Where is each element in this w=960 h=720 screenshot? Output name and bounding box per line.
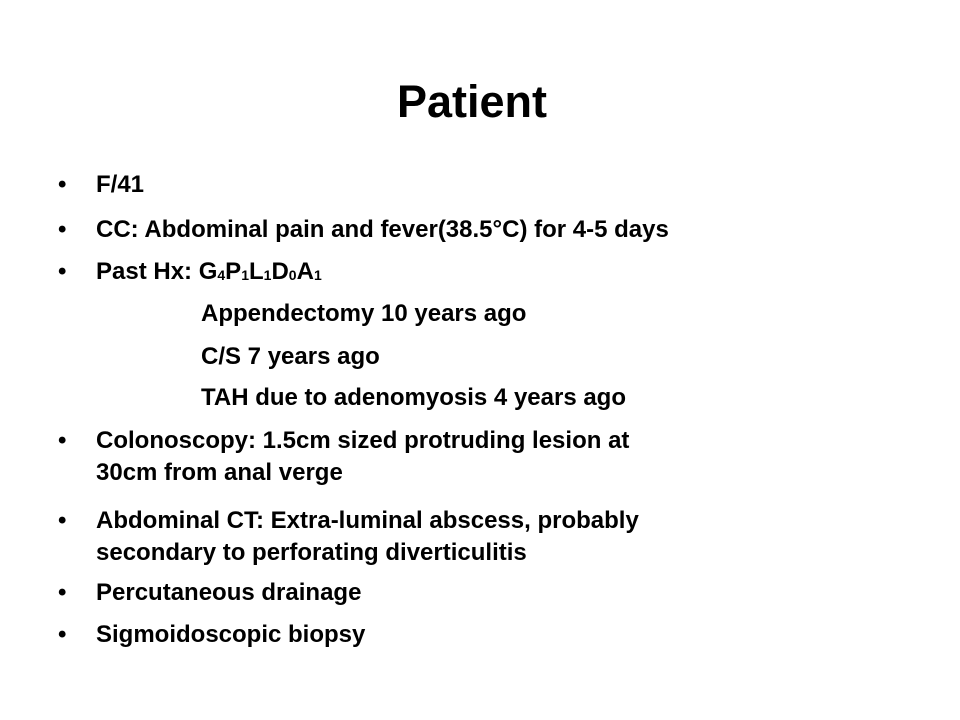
bullet-marker: • (58, 507, 67, 534)
bullet-sex-age: F/41 (96, 171, 145, 198)
bullet-drainage: Percutaneous drainage (96, 579, 362, 606)
bullet-marker: • (58, 258, 67, 285)
past-history-label: Past Hx: (96, 258, 199, 285)
bullet-abdominal-ct: Abdominal CT: Extra-luminal abscess, probably (96, 507, 639, 534)
obstetric-letter: P (225, 258, 242, 285)
bullet-marker: • (58, 579, 67, 606)
obstetric-number: 0 (288, 267, 297, 283)
bullet-biopsy: Sigmoidoscopic biopsy (96, 621, 366, 648)
history-line-cesarean: C/S 7 years ago (201, 343, 380, 370)
bullet-marker: • (58, 216, 67, 243)
obstetric-history (199, 258, 322, 285)
bullet-marker: • (58, 171, 67, 198)
bullet-colonoscopy-cont: 30cm from anal verge (96, 459, 343, 486)
history-line-tah: TAH due to adenomyosis 4 years ago (201, 384, 627, 411)
slide-title: Patient (396, 76, 548, 127)
bullet-abdominal-ct-cont: secondary to perforating diverticulitis (96, 539, 527, 566)
bullet-marker: • (58, 621, 67, 648)
obstetric-letter: D (271, 258, 289, 285)
obstetric-number: 1 (263, 267, 272, 283)
obstetric-letter: A (296, 258, 314, 285)
obstetric-letter: L (248, 258, 264, 285)
bullet-colonoscopy: Colonoscopy: 1.5cm sized protruding lesion at (96, 427, 630, 454)
bullet-past-history (96, 255, 322, 288)
history-line-appendectomy: Appendectomy 10 years ago (201, 300, 527, 327)
obstetric-number: 1 (313, 267, 322, 283)
bullet-marker: • (58, 427, 67, 454)
obstetric-number: 1 (241, 267, 249, 283)
obstetric-number: 4 (217, 267, 226, 283)
bullet-chief-complaint: CC: Abdominal pain and fever(38.5°C) for 4-5 days (96, 216, 669, 243)
obstetric-letter: G (198, 258, 218, 285)
